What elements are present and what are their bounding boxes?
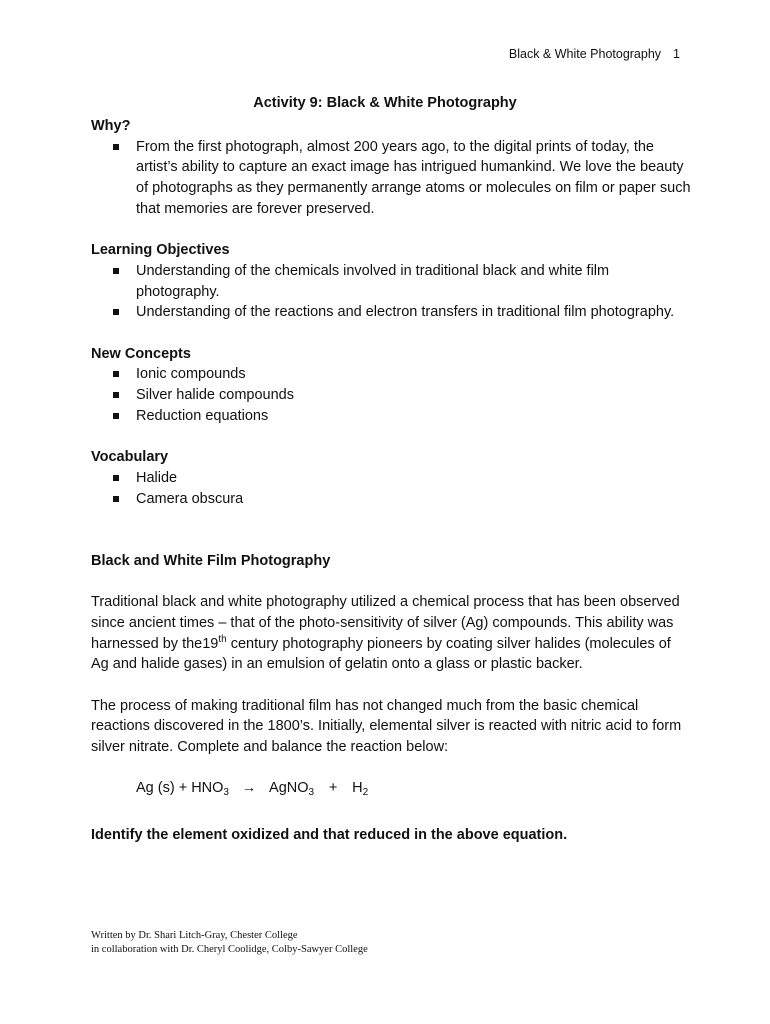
objectives-item: Understanding of the chemicals involved in traditional black and white film photography.: [91, 261, 691, 302]
concepts-item: Reduction equations: [91, 406, 691, 427]
objectives-heading: Learning Objectives: [91, 242, 230, 259]
page-number: 1: [673, 47, 680, 61]
vocabulary-item: Halide: [91, 468, 691, 489]
equation-product-2: $H_2$: [352, 780, 369, 799]
why-list: [91, 137, 691, 220]
paragraph-intro: [91, 592, 691, 675]
chemical-equation: [91, 778, 691, 804]
document-title: Activity 9: Black & White Photography: [253, 95, 517, 111]
equation-reactants: Ag $(s) + HNO_3$: [136, 780, 229, 799]
objectives-item: Understanding of the reactions and electron transfers in traditional film photography.: [91, 302, 691, 323]
why-item: From the first photograph, almost 200 years ago, to the digital prints of today, the artist’s ability to capture an exact image has intrigued humankind. We love the beauty of photographs as they permanently arrange atoms or molecules on film or paper such that memories are forever preserved.: [91, 137, 691, 220]
concepts-list: [91, 364, 691, 426]
running-header: [509, 47, 680, 61]
footer-collaboration-line: in collaboration with Dr. Cheryl Coolidge, Colby-Sawyer College: [91, 944, 368, 955]
reaction-arrow-icon: →: [241, 780, 257, 797]
vocabulary-list: [91, 468, 691, 509]
document-body: [91, 116, 691, 845]
question-prompt: Identify the element oxidized and that reduced in the above equation.: [91, 826, 568, 843]
running-header-title: Black & White Photography: [508, 47, 662, 61]
equation-plus: +: [328, 780, 338, 797]
why-heading: Why?: [91, 118, 131, 134]
concepts-heading: New Concepts: [91, 345, 191, 362]
concepts-item: Ionic compounds: [91, 364, 691, 385]
section-heading: Black and White Film Photography: [91, 552, 331, 569]
paragraph-intro-part2: century photography pioneers by coating silver halides (molecules of Ag and halide gases) in an emulsion of gelatin onto a glass or plastic backer.: [91, 635, 671, 673]
ordinal-superscript: th: [218, 633, 227, 645]
footer-author-line: Written by Dr. Shari Litch-Gray, Chester College: [91, 930, 298, 941]
paragraph-intro-part1: Traditional black and white photography utilized a chemical process that has been observed since ancient times – that of the photo-sensitivity of silver (Ag) compounds. This ability was harnessed by the19: [91, 594, 680, 652]
vocabulary-heading: Vocabulary: [91, 449, 169, 466]
vocabulary-item: Camera obscura: [91, 489, 691, 510]
equation-product-1: AgNO$_3$: [269, 780, 315, 799]
document-footer: [91, 929, 368, 957]
paragraph-process: The process of making traditional film has not changed much from the basic chemical reactions discovered in the 1800’s. Initially, elemental silver is reacted with nitric acid to form silver nitrate. Complete and balance the reaction below:: [91, 697, 682, 755]
concepts-item: Silver halide compounds: [91, 385, 691, 406]
objectives-list: [91, 261, 691, 323]
